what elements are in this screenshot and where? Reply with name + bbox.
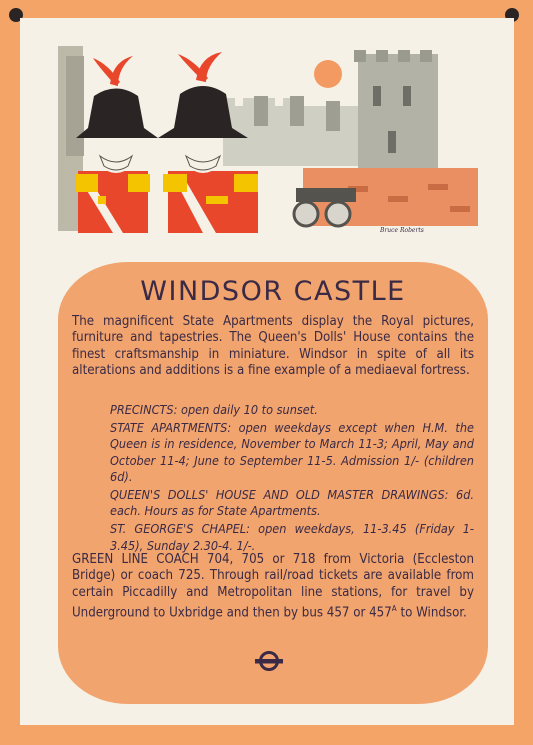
info-precincts bbox=[110, 402, 474, 418]
opening-info bbox=[110, 402, 474, 556]
travel-main: GREEN LINE COACH 704, 705 or 718 from Victoria (Eccleston Bridge) or coach 725. Through rail/road tickets are available from certain Piccadilly and Metropolitan line stations, for travel by Underground to Uxbridge and then by bus 457 or 457 bbox=[72, 552, 474, 621]
info-text: 6d. each. Hours as for State Apartments. bbox=[110, 487, 474, 519]
info-dolls-house bbox=[110, 487, 474, 519]
travel-end: to Windsor. bbox=[396, 605, 467, 621]
info-label: STATE APARTMENTS: bbox=[110, 420, 232, 436]
info-label: ST. GEORGE'S CHAPEL: bbox=[110, 521, 250, 537]
info-chapel bbox=[110, 521, 474, 553]
travel-sup: A bbox=[391, 604, 397, 614]
artist-signature: Bruce Roberts bbox=[380, 227, 424, 234]
info-state-apartments bbox=[110, 420, 474, 485]
underground-roundel-icon bbox=[254, 650, 284, 672]
intro-text: The magnificent State Apartments display the Royal pictures, furniture and tapestries. The Queen's Dolls' House contains the finest craftsmanship in miniature. Windsor in spite of all its alterations and additions is a fine example of a mediaeval fortress. bbox=[72, 314, 474, 379]
info-text: open weekdays except when H.M. the Queen is in residence, November to March 11-3; April, May and October 11-4; June to September 11-5. Admission 1/- (children 6d). bbox=[110, 420, 474, 484]
info-label: QUEEN'S DOLLS' HOUSE AND OLD MASTER DRAWINGS: bbox=[110, 487, 449, 503]
info-text: open weekdays, 11-3.45 (Friday 1-3.45), Sunday 2.30-4. 1/-. bbox=[110, 521, 474, 553]
info-panel bbox=[58, 262, 488, 704]
travel-text bbox=[72, 552, 474, 622]
poster-title: WINDSOR CASTLE bbox=[140, 276, 406, 307]
castle-illustration bbox=[58, 46, 478, 236]
info-label: PRECINCTS: bbox=[110, 402, 178, 417]
info-text: open daily 10 to sunset. bbox=[177, 402, 318, 417]
